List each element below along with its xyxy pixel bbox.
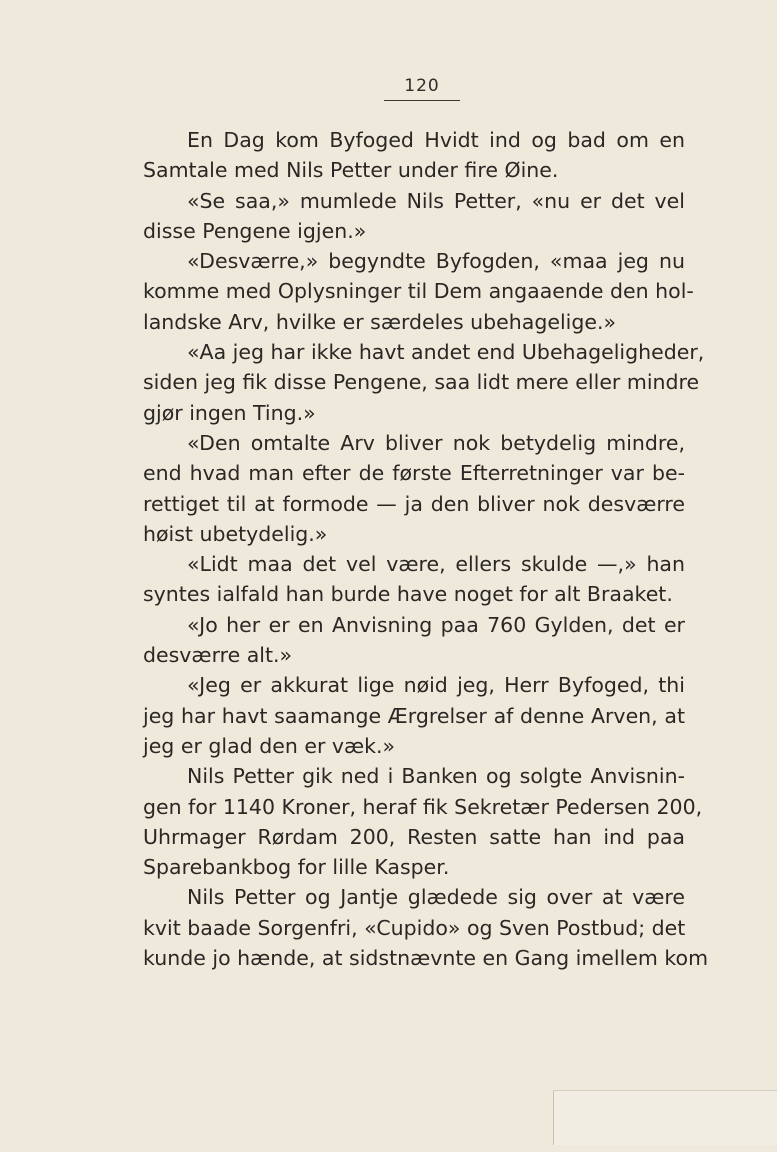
text-line: komme med Oplysninger til Dem angaaende den hol-: [143, 279, 694, 304]
page-number-rule: [384, 100, 460, 101]
text-line: disse Pengene igjen.»: [143, 218, 367, 243]
text-line: «Aa jeg har ikke havt andet end Ubehageligheder,: [187, 340, 705, 365]
text-line: «Den omtalte Arv bliver nok betydelig mindre,: [187, 430, 685, 455]
text-line: kunde jo hænde, at sidstnævnte en Gang imellem kom: [143, 946, 709, 971]
text-line: Uhrmager Rørdam 200, Resten satte han ind paa: [143, 824, 685, 849]
text-line: høist ubetydelig.»: [143, 521, 328, 546]
text-line: syntes ialfald han burde have noget for alt Braaket.: [143, 582, 673, 607]
text-line: desværre alt.»: [143, 643, 293, 668]
text-line: kvit baade Sorgenfri, «Cupido» og Sven Postbud; det: [143, 915, 686, 940]
text-line: rettiget til at formode — ja den bliver nok desværre: [143, 491, 685, 516]
text-line: «Jeg er akkurat lige nøid jeg, Herr Byfoged, thi: [187, 673, 685, 698]
body-text: [143, 125, 709, 973]
text-line: gen for 1140 Kroner, heraf fik Sekretær Pedersen 200,: [143, 794, 703, 819]
text-line: end hvad man efter de første Efterretninger var be-: [143, 461, 685, 486]
text-line: Samtale med Nils Petter under fire Øine.: [143, 158, 559, 183]
page-number: 120: [404, 76, 440, 96]
text-line: siden jeg fik disse Pengene, saa lidt mere eller mindre: [143, 370, 700, 395]
text-line: «Lidt maa det vel være, ellers skulde —,» han: [187, 552, 685, 577]
text-line: Sparebankbog for lille Kasper.: [143, 855, 450, 880]
text-line: En Dag kom Byfoged Hvidt ind og bad om en: [187, 128, 685, 152]
scan-corner-mark: [553, 1090, 777, 1145]
text-line: jeg er glad den er væk.»: [143, 733, 396, 758]
text-line: landske Arv, hvilke er særdeles ubehagelige.»: [143, 309, 617, 334]
text-line: Nils Petter og Jantje glædede sig over at være: [187, 885, 685, 910]
text-line: Nils Petter gik ned i Banken og solgte Anvisnin-: [187, 764, 685, 789]
text-line: «Desværre,» begyndte Byfogden, «maa jeg nu: [187, 249, 685, 274]
text-line: «Se saa,» mumlede Nils Petter, «nu er det vel: [187, 188, 685, 213]
text-line: gjør ingen Ting.»: [143, 400, 316, 425]
text-line: jeg har havt saamange Ærgrelser af denne Arven, at: [143, 703, 685, 728]
text-line: «Jo her er en Anvisning paa 760 Gylden, det er: [187, 612, 685, 637]
